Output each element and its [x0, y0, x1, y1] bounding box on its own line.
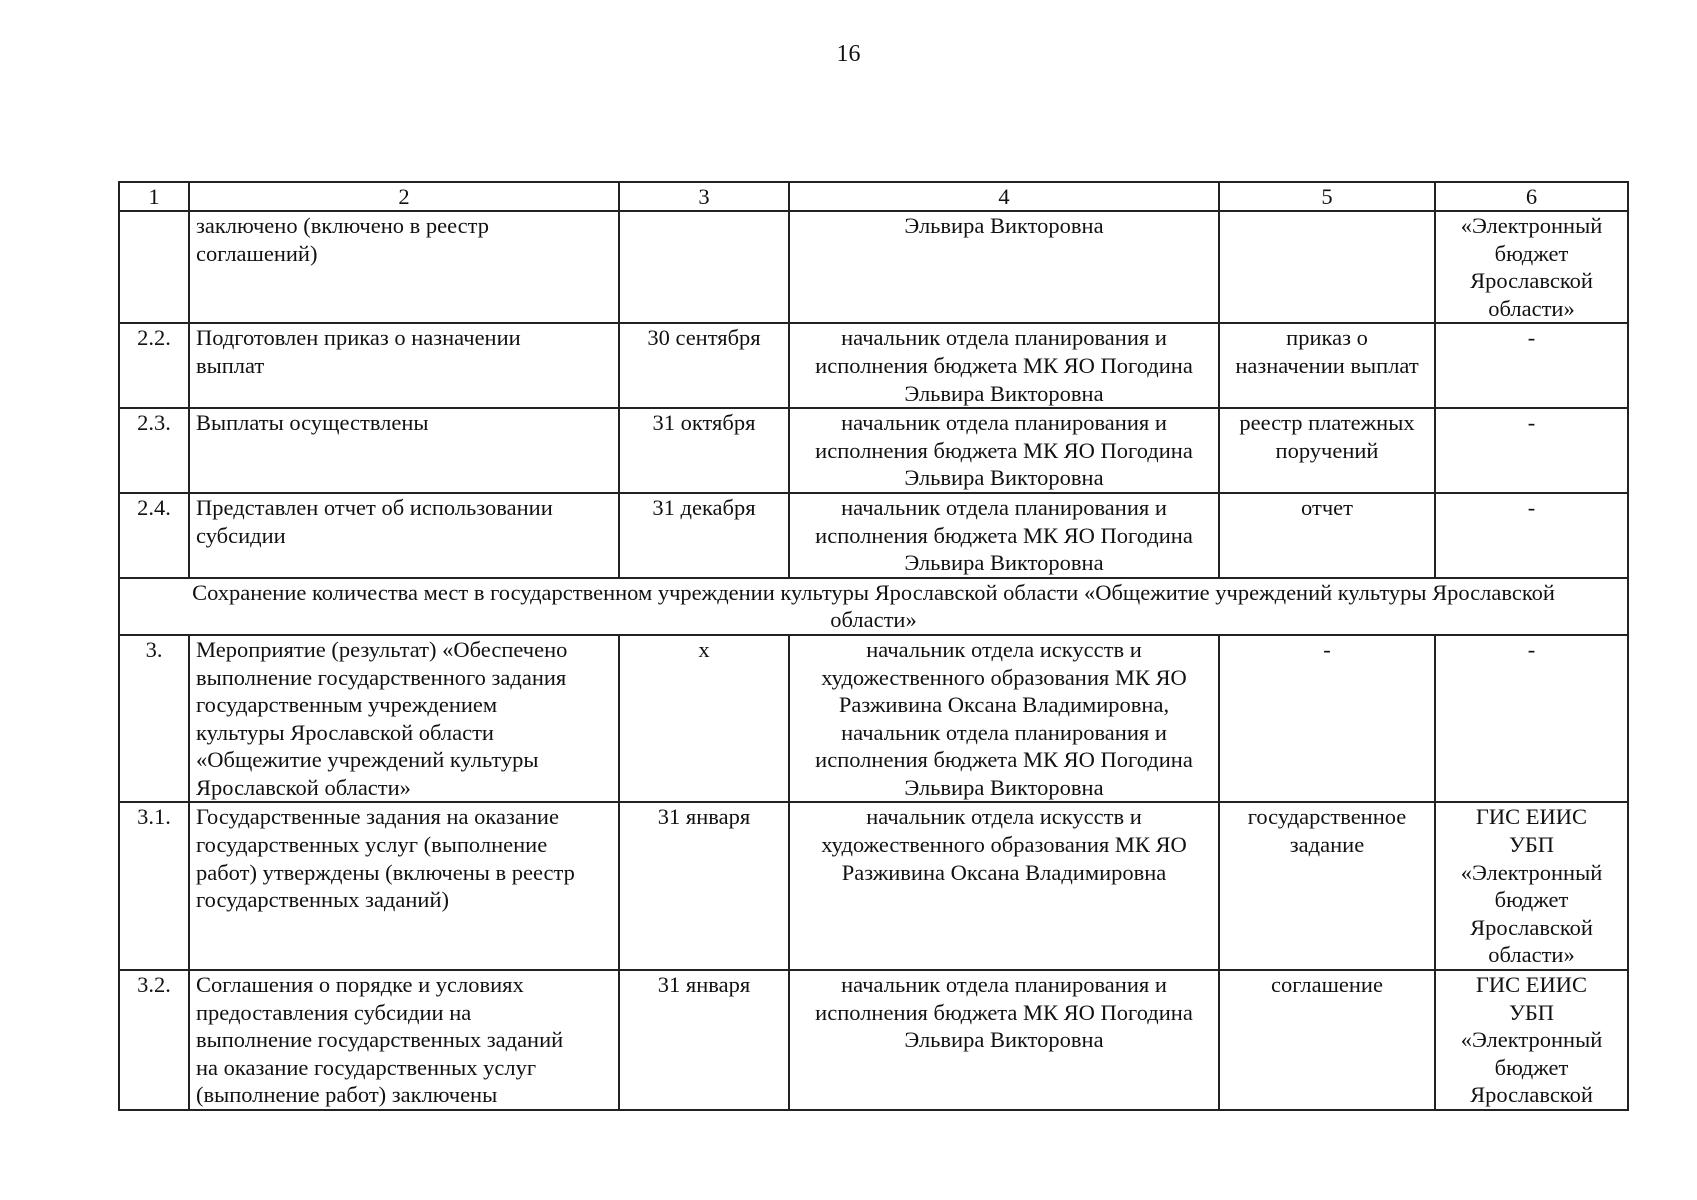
document-cell: [1219, 211, 1435, 323]
plan-table: [118, 181, 1629, 1111]
system-cell: -: [1435, 635, 1628, 803]
column-number-header: 5: [1219, 182, 1435, 211]
system-cell: ГИС ЕИИС УБП «Электронный бюджет Ярославской: [1435, 970, 1628, 1110]
system-cell: ГИС ЕИИС УБП «Электронный бюджет Ярославской области»: [1435, 802, 1628, 970]
row-number: 2.3.: [119, 408, 189, 493]
event-cell: Соглашения о порядке и условиях предоставления субсидии на выполнение государственных заданий на оказание государственных услуг (выполнение работ) заключены: [189, 970, 619, 1110]
deadline-cell: 30 сентября: [619, 323, 789, 408]
responsible-cell: Эльвира Викторовна: [789, 211, 1219, 323]
responsible-cell: начальник отдела искусств и художественного образования МК ЯО Разживина Оксана Владимировна, начальник отдела планирования и исполнения бюджета МК ЯО Погодина Эльвира Викторовна: [789, 635, 1219, 803]
row-number: [119, 211, 189, 323]
deadline-cell: 31 января: [619, 970, 789, 1110]
event-cell: Представлен отчет об использовании субсидии: [189, 493, 619, 578]
document-cell: соглашение: [1219, 970, 1435, 1110]
document-cell: приказ о назначении выплат: [1219, 323, 1435, 408]
row-number: 2.4.: [119, 493, 189, 578]
system-cell: -: [1435, 493, 1628, 578]
event-cell: Подготовлен приказ о назначении выплат: [189, 323, 619, 408]
table-row: [119, 408, 1628, 493]
column-number-header: 3: [619, 182, 789, 211]
responsible-cell: начальник отдела планирования и исполнения бюджета МК ЯО Погодина Эльвира Викторовна: [789, 408, 1219, 493]
responsible-cell: начальник отдела планирования и исполнения бюджета МК ЯО Погодина Эльвира Викторовна: [789, 970, 1219, 1110]
document-cell: реестр платежных поручений: [1219, 408, 1435, 493]
responsible-cell: начальник отдела планирования и исполнения бюджета МК ЯО Погодина Эльвира Викторовна: [789, 493, 1219, 578]
row-number: 3.2.: [119, 970, 189, 1110]
table-row: [119, 635, 1628, 803]
deadline-cell: [619, 211, 789, 323]
table-row: [119, 802, 1628, 970]
responsible-cell: начальник отдела планирования и исполнения бюджета МК ЯО Погодина Эльвира Викторовна: [789, 323, 1219, 408]
row-number: 2.2.: [119, 323, 189, 408]
event-cell: Мероприятие (результат) «Обеспечено выполнение государственного задания государственным учреждением культуры Ярославской области «Общежитие учреждений культуры Ярославской области»: [189, 635, 619, 803]
deadline-cell: 31 декабря: [619, 493, 789, 578]
table-header-row: [119, 182, 1628, 211]
row-number: 3.: [119, 635, 189, 803]
deadline-cell: х: [619, 635, 789, 803]
system-cell: -: [1435, 408, 1628, 493]
responsible-cell: начальник отдела искусств и художественного образования МК ЯО Разживина Оксана Владимировна: [789, 802, 1219, 970]
column-number-header: 2: [189, 182, 619, 211]
event-cell: Выплаты осуществлены: [189, 408, 619, 493]
section-title: Сохранение количества мест в государственном учреждении культуры Ярославской области «Общежитие учреждений культуры Ярославской области»: [119, 578, 1628, 635]
system-cell: -: [1435, 323, 1628, 408]
deadline-cell: 31 января: [619, 802, 789, 970]
table-row: [119, 970, 1628, 1110]
section-title-row: [119, 578, 1628, 635]
document-cell: государственное задание: [1219, 802, 1435, 970]
table-row: [119, 211, 1628, 323]
document-cell: отчет: [1219, 493, 1435, 578]
table-row: [119, 323, 1628, 408]
event-cell: Государственные задания на оказание государственных услуг (выполнение работ) утверждены (включены в реестр государственных заданий): [189, 802, 619, 970]
event-cell: заключено (включено в реестр соглашений): [189, 211, 619, 323]
column-number-header: 4: [789, 182, 1219, 211]
page-number: 16: [836, 41, 861, 67]
row-number: 3.1.: [119, 802, 189, 970]
column-number-header: 1: [119, 182, 189, 211]
table-row: [119, 493, 1628, 578]
document-cell: -: [1219, 635, 1435, 803]
deadline-cell: 31 октября: [619, 408, 789, 493]
system-cell: «Электронный бюджет Ярославской области»: [1435, 211, 1628, 323]
column-number-header: 6: [1435, 182, 1628, 211]
